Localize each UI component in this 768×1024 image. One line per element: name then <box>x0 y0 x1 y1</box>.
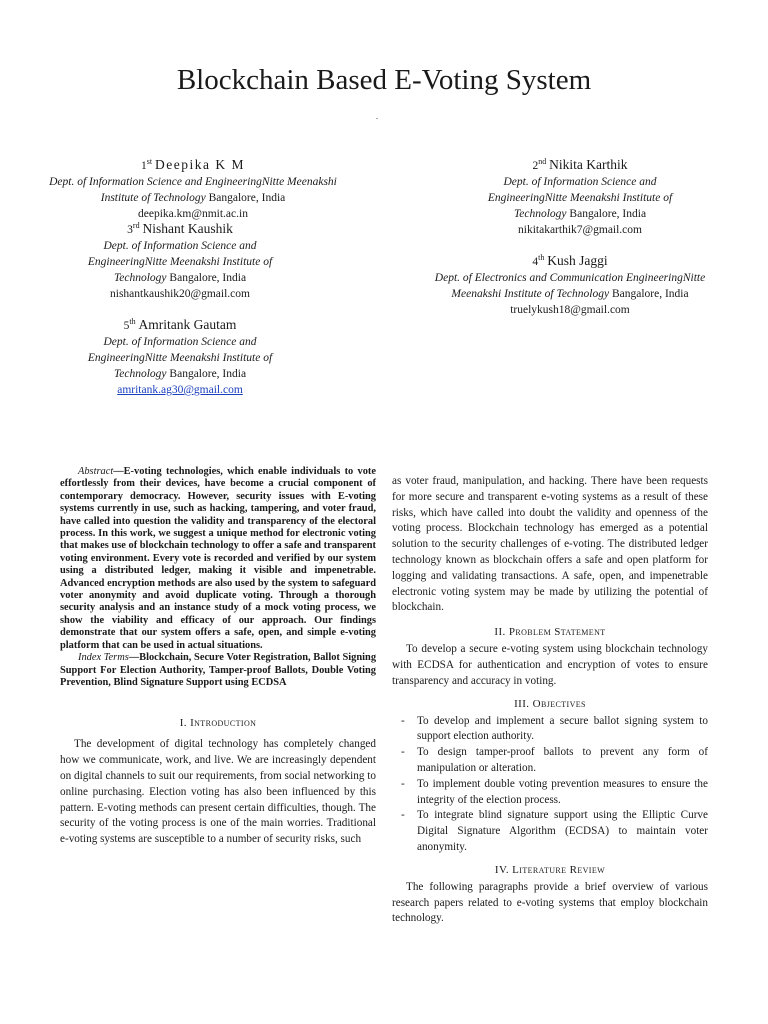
list-item: - To develop and implement a secure ballot signing system to support election authority. <box>401 714 708 743</box>
index-terms-label: Index Terms <box>78 652 129 664</box>
bullet-marker: - <box>401 746 405 759</box>
author-email-link[interactable]: amritank.ag30@gmail.com <box>117 383 243 396</box>
author-affiliation: Dept. of Information Science and EngineeringNitte Meenakshi Institute of Technology <box>49 175 337 204</box>
bullet-marker: - <box>401 777 405 790</box>
author-email: nishantkaushik20@gmail.com <box>110 287 250 300</box>
bullet-marker: - <box>401 714 405 727</box>
abstract <box>60 466 376 689</box>
author-name: Nikita Karthik <box>549 156 628 172</box>
problem-statement-text: To develop a secure e-voting system using blockchain technology with ECDSA for authentication and encryption of votes to ensure transparency and accuracy in voting. <box>392 643 708 687</box>
left-column <box>60 466 376 848</box>
abstract-text: —E-voting technologies, which enable individuals to vote effortlessly from their devices, have become a crucial component of contemporary democracy. However, security issues with E-voting systems currently in use, such as hacking, tampering, and voter fraud, have called into question the validity and transparency of the electoral process. In this work, we suggest a unique method for electronic voting that makes use of blockchain technology to offer a safe and transparent voting environment. Every vote is recorded and verified by our system using a distributed ledger, making it visible and impenetrable. Advanced encryption methods are also used by the system to safeguard voter anonymity and avoid duplicate voting. Through a thorough security analysis and an instance study of a mock voting process, we show the viability and efficacy of our approach. Our findings demonstrate that our system offers a safe, open, and simple e-voting platform that can be used in actual situations. <box>60 466 376 651</box>
introduction-text: The development of digital technology has completely changed how we communicate, work, and live. We are increasingly dependent on digital channels to suit our requirements, from social networking to online purchasing. Election voting has also been influenced by this pattern. E-voting methods can present certain difficulties, though. The security of the voting process is one of the main worries. Traditional e-voting systems are susceptible to a number of security risks, such <box>60 738 376 846</box>
author-block-5: 5th Amritank Gautam Dept. of Information Science and EngineeringNitte Meenakshi Institute of Technology Bangalore, India amritank.ag30@gmail.com <box>87 316 273 396</box>
author-block-4: 4th Kush Jaggi Dept. of Electronics and Communication EngineeringNitte Meenakshi Institute of Technology Bangalore, India truelykush18@gmail.com <box>420 250 720 318</box>
list-item: - To design tamper-proof ballots to prevent any form of manipulation or alteration. <box>401 746 708 774</box>
author-affiliation: Dept. of Electronics and Communication EngineeringNitte Meenakshi Institute of Technology <box>434 271 706 300</box>
author-email: nikitakarthik7@gmail.com <box>518 223 642 236</box>
objectives-list <box>392 714 708 856</box>
author-block-3: 3rd Nishant Kaushik Dept. of Information Science and EngineeringNitte Meenakshi Institute of Technology Bangalore, India nishantkaushik20@gmail.com <box>68 218 292 302</box>
author-name: Deepika K M <box>154 156 245 172</box>
bullet-marker: - <box>401 809 405 822</box>
section-heading-literature-review: IV. Literature Review <box>494 863 606 876</box>
author-affiliation: Dept. of Information Science and EngineeringNitte Meenakshi Institute of Technology <box>87 335 273 380</box>
author-email: deepika.km@nmit.ac.in <box>138 207 248 220</box>
paper-title: Blockchain Based E-Voting System <box>176 64 592 96</box>
right-column <box>392 474 708 927</box>
index-terms-text: —Blockchain, Secure Voter Registration, Ballot Signing Support For Election Authority, Tamper-proof Ballots, Double Voting Prevention, Blind Signature Support using ECDSA <box>60 652 377 688</box>
author-block-1: 1st Deepika K M Dept. of Information Science and EngineeringNitte Meenakshi Institute of Technology Bangalore, India deepika.km@nmit.ac.in <box>49 156 337 220</box>
literature-review-text: The following paragraphs provide a brief overview of various research papers related to e-voting systems that employ blockchain technology. <box>392 880 708 925</box>
section-heading-problem-statement: II. Problem Statement <box>494 626 606 639</box>
section-heading-introduction: I. Introduction <box>179 717 257 730</box>
author-block-2: 2nd Nikita Karthik Dept. of Information Science and EngineeringNitte Meenakshi Institute of Technology Bangalore, India nikitakarthik7@gmail.com <box>470 154 690 238</box>
author-email: truelykush18@gmail.com <box>510 303 630 316</box>
abstract-label: Abstract <box>78 466 114 477</box>
list-item: - To implement double voting prevention measures to ensure the integrity of the election process. <box>401 777 708 806</box>
list-item: - To integrate blind signature support using the Elliptic Curve Digital Signature Algorithm (ECDSA) to maintain voter anonymity. <box>401 809 708 853</box>
author-name: Amritank Gautam <box>138 316 237 332</box>
author-affiliation: Dept. of Information Science and EngineeringNitte Meenakshi Institute of Technology <box>87 239 273 284</box>
introduction-continued: as voter fraud, manipulation, and hacking. There have been requests for more secure and transparent e-voting systems as a result of these risks, which have called into doubt the validity and openness of the voting process. Blockchain technology has emerged as a potential solution to the security challenges of e-voting. The distributed ledger technology known as blockchain offers a safe and open platform for logging and validating transactions. A safe, open, and impenetrable electronic voting system may be made by utilizing the potential of blockchain. <box>392 475 708 614</box>
section-heading-objectives: III. Objectives <box>514 697 586 710</box>
title-mark: . <box>376 112 378 121</box>
author-affiliation: Dept. of Information Science and EngineeringNitte Meenakshi Institute of Technology <box>487 175 673 220</box>
author-name: Nishant Kaushik <box>142 220 233 236</box>
author-name: Kush Jaggi <box>547 252 608 268</box>
